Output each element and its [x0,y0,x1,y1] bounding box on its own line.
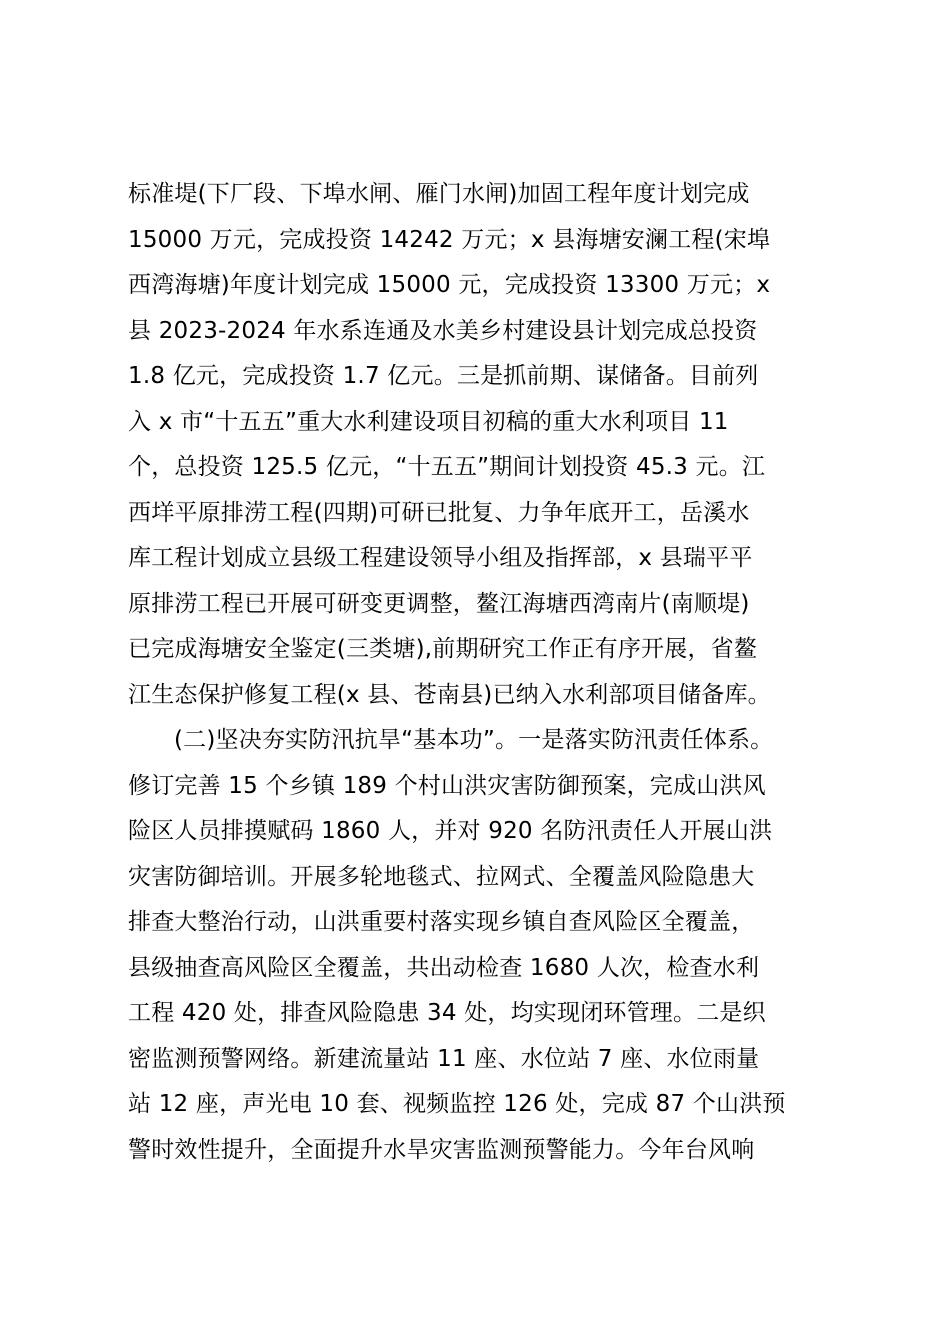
text-line-2: 15000 万元，完成投资 14242 万元；x 县海塘安澜工程(宋埠 [128,226,771,253]
text-line-22: 警时效性提升，全面提升水旱灾害监测预警能力。今年台风响 [128,1136,755,1163]
text-line-17: 排查大整治行动，山洪重要村落实现乡镇自查风险区全覆盖， [128,909,755,935]
text-line-21: 站 12 座，声光电 10 套、视频监控 126 处，完成 87 个山洪预 [128,1091,786,1117]
text-line-7: 个，总投资 125.5 亿元，“十五五”期间计划投资 45.3 元。江 [128,454,766,480]
text-line-8: 西垟平原排涝工程(四期)可研已批复、力争年底开工，岳溪水 [128,499,750,526]
document-body [128,172,828,1173]
text-line-9: 库工程计划成立县级工程建设领导小组及指挥部，x 县瑞平平 [128,545,753,571]
section-heading-line: (二)坚决夯实防汛抗旱“基本功”。一是落实防汛责任体系。 [174,727,774,753]
text-line-20: 密监测预警网络。新建流量站 11 座、水位站 7 座、水位雨量 [128,1045,760,1072]
text-line-18: 县级抽查高风险区全覆盖，共出动检查 1680 人次，检查水利 [128,954,760,981]
text-line-12: 江生态保护修复工程(x 县、苍南县)已纳入水利部项目储备库。 [128,681,771,708]
text-line-15: 险区人员排摸赋码 1860 人，并对 920 名防汛责任人开展山洪 [128,818,773,844]
text-line-3: 西湾海塘)年度计划完成 15000 元，完成投资 13300 万元；x [128,272,771,298]
text-line-10: 原排涝工程已开展可研变更调整，鳌江海塘西湾南片(南顺堤) [128,590,750,617]
text-line-5: 1.8 亿元，完成投资 1.7 亿元。三是抓前期、谋储备。目前列 [128,363,759,389]
text-line-11: 已完成海塘安全鉴定(三类塘),前期研究工作正有序开展，省鳌 [128,636,758,662]
text-line-1: 标准堤(下厂段、下埠水闸、雁门水闸)加固工程年度计划完成 [128,181,750,207]
text-line-4: 县 2023-2024 年水系连通及水美乡村建设县计划完成总投资 [128,317,758,344]
text-line-6: 入 x 市“十五五”重大水利建设项目初稿的重大水利项目 11 [128,408,729,435]
text-line-14: 修订完善 15 个乡镇 189 个村山洪灾害防御预案，完成山洪风 [128,772,766,799]
text-line-16: 灾害防御培训。开展多轮地毯式、拉网式、全覆盖风险隐患大 [128,863,755,890]
text-line-19: 工程 420 处，排查风险隐患 34 处，均实现闭环管理。二是织 [128,1000,766,1026]
